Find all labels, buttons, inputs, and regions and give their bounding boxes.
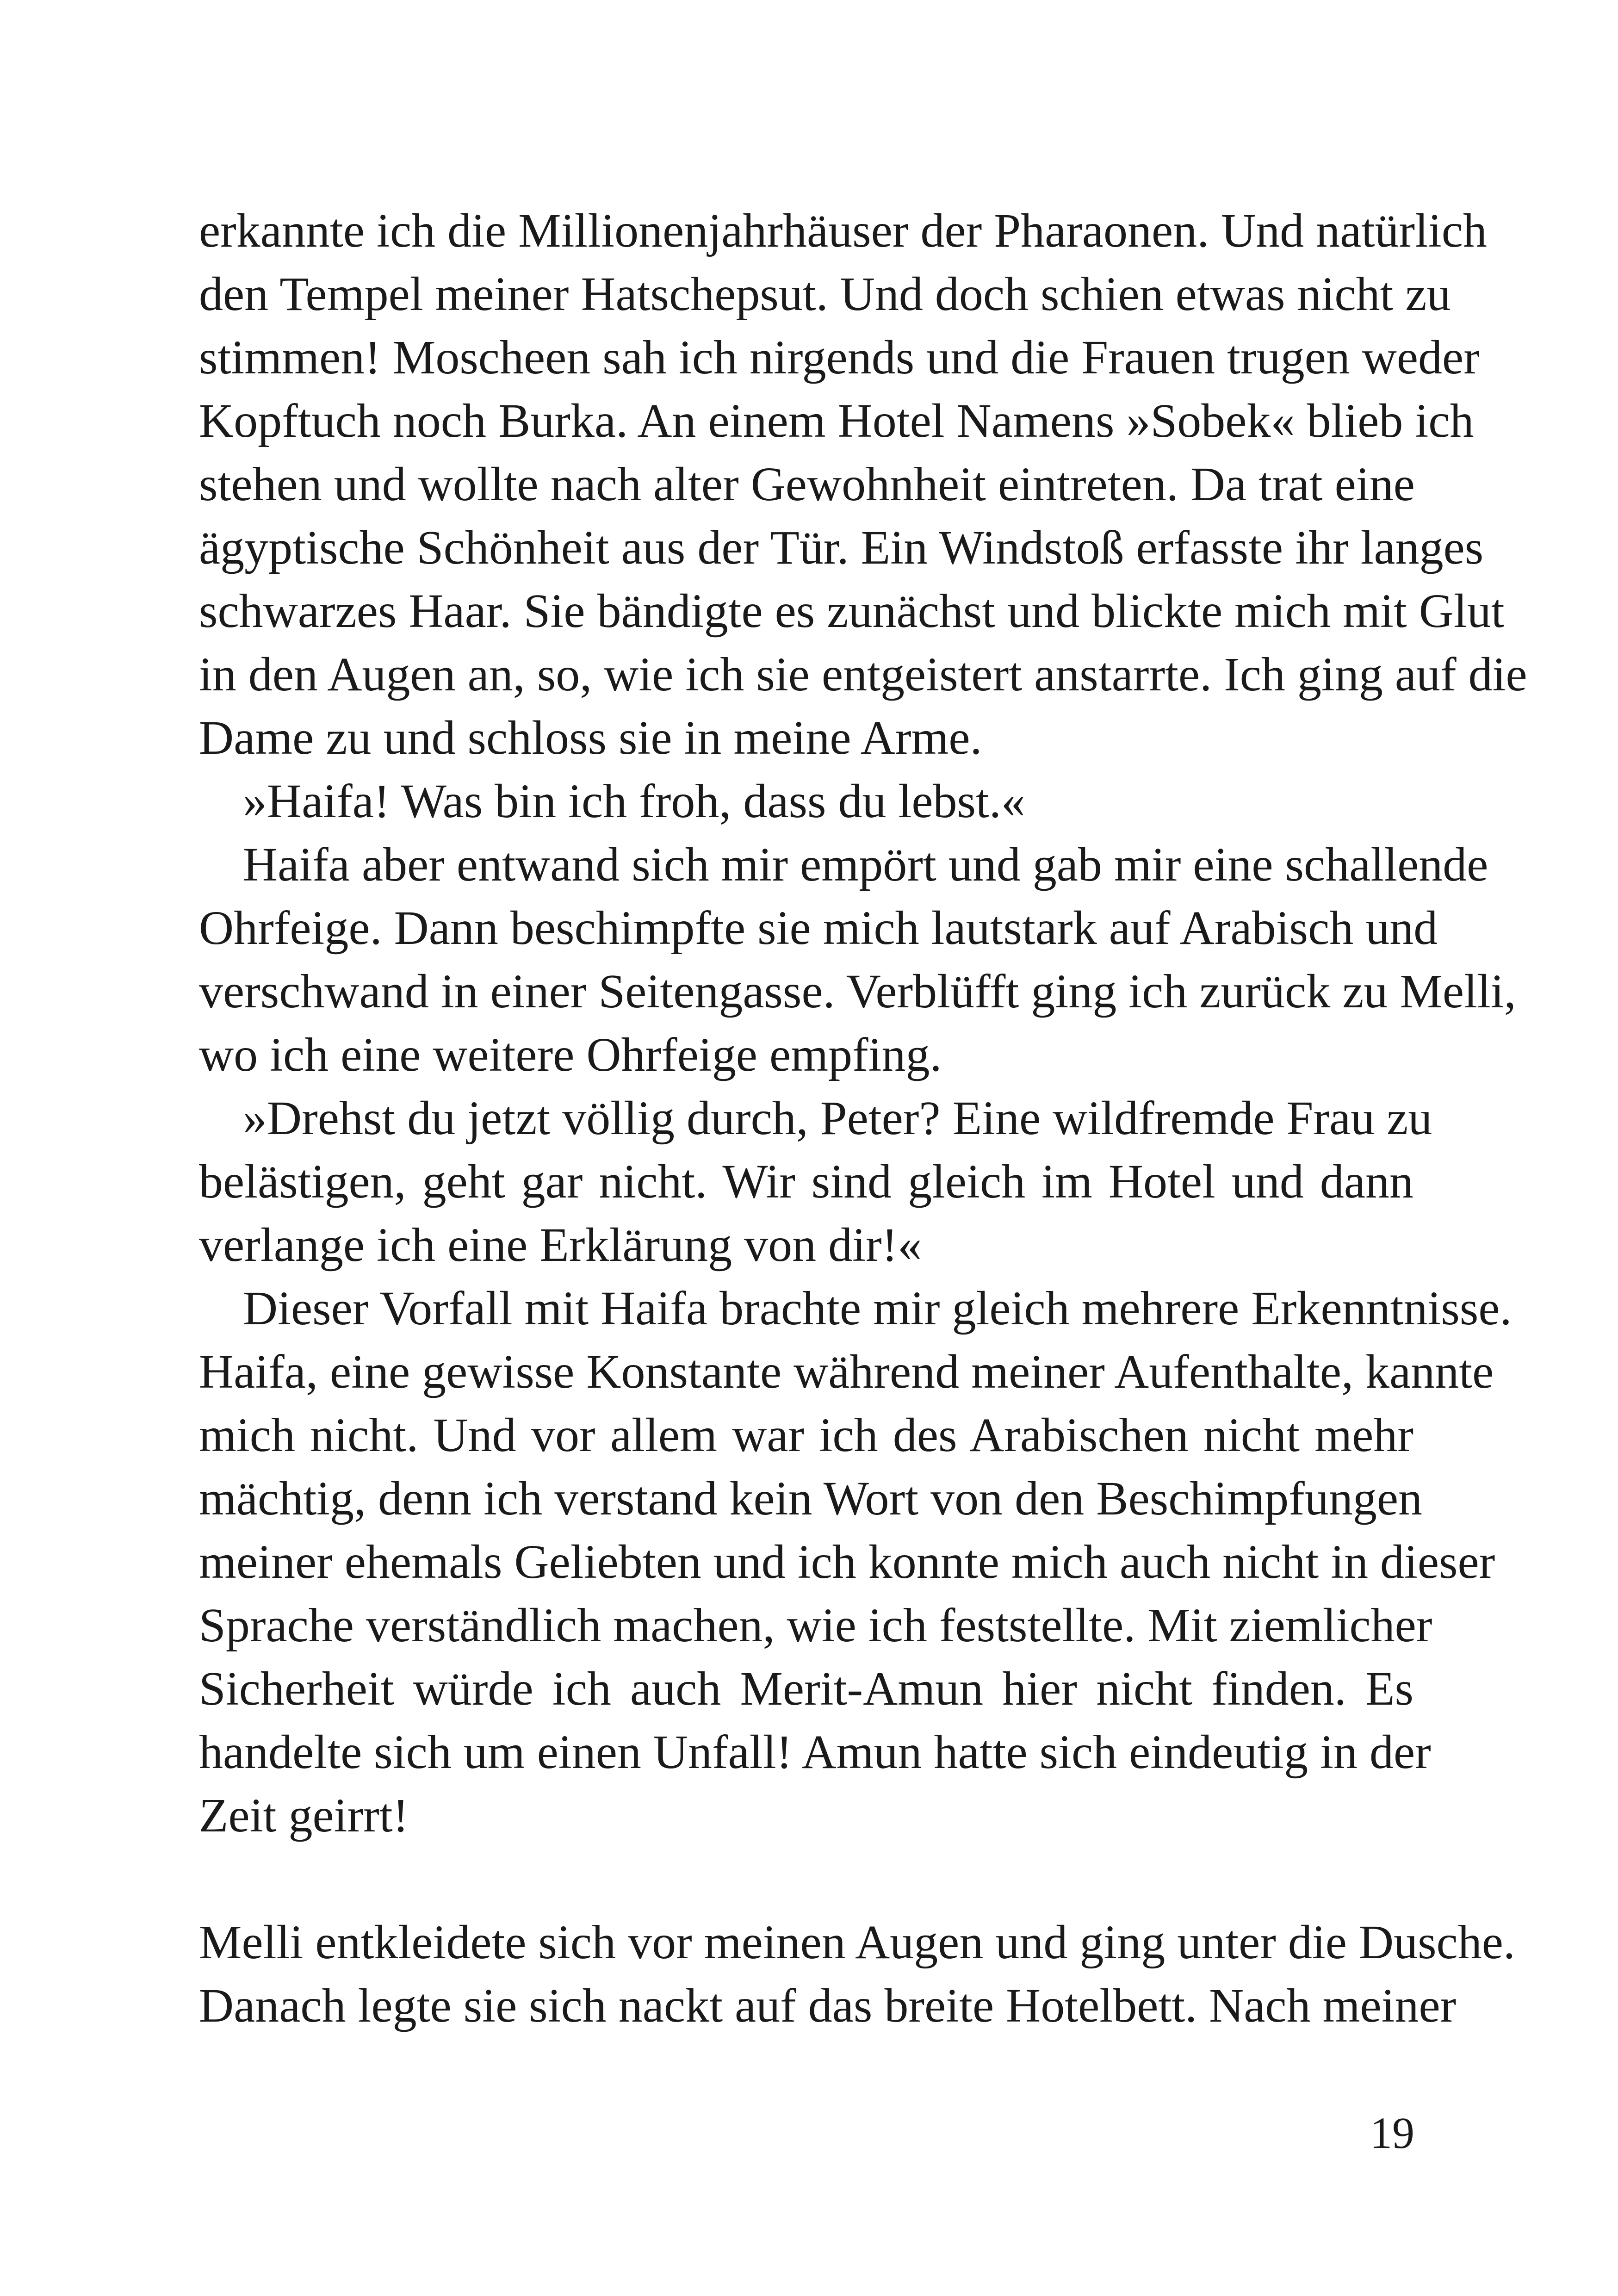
text-line: meiner ehemals Geliebten und ich konnte mich auch nicht in dieser (199, 1535, 1495, 1589)
text-line: Ohrfeige. Dann beschimpfte sie mich lautstark auf Arabisch und (199, 901, 1438, 955)
text-line: Kopftuch noch Burka. An einem Hotel Namens »Sobek« blieb ich (199, 394, 1474, 447)
paragraph (199, 1911, 1515, 2037)
paragraph (199, 833, 1516, 1086)
text-line: stimmen! Moscheen sah ich nirgends und die Frauen trugen weder (199, 331, 1480, 384)
text-line: »Haifa! Was bin ich froh, dass du lebst.« (243, 775, 1025, 828)
body-text (199, 199, 1527, 2037)
text-line: erkannte ich die Millionenjahrhäuser der Pharaonen. Und natürlich (199, 204, 1487, 257)
text-line: Haifa, eine gewisse Konstante während meiner Aufenthalte, kannte (199, 1345, 1494, 1398)
text-line: belästigen, geht gar nicht. Wir sind gleich im Hotel und dann (199, 1155, 1413, 1208)
text-line: Sicherheit würde ich auch Merit-Amun hier nicht finden. Es (199, 1662, 1413, 1715)
text-line: Danach legte sie sich nackt auf das breite Hotelbett. Nach meiner (199, 1979, 1457, 2032)
text-line: stehen und wollte nach alter Gewohnheit eintreten. Da trat eine (199, 458, 1415, 511)
paragraph (199, 199, 1527, 769)
text-line: ägyptische Schönheit aus der Tür. Ein Windstoß erfasste ihr langes (199, 521, 1484, 574)
text-line: Dame zu und schloss sie in meine Arme. (199, 711, 982, 764)
text-line: »Drehst du jetzt völlig durch, Peter? Eine wildfremde Frau zu (243, 1092, 1432, 1145)
text-line: Dieser Vorfall mit Haifa brachte mir gleich mehrere Erkenntnisse. (243, 1282, 1512, 1335)
text-line: handelte sich um einen Unfall! Amun hatte sich eindeutig in der (199, 1725, 1431, 1779)
paragraph (199, 1277, 1512, 1847)
text-line: mich nicht. Und vor allem war ich des Arabischen nicht mehr (199, 1409, 1413, 1462)
text-line: verschwand in einer Seitengasse. Verblüfft ging ich zurück zu Melli, (199, 965, 1516, 1018)
text-line: wo ich eine weitere Ohrfeige empfing. (199, 1028, 942, 1081)
paragraph (199, 1086, 1432, 1277)
paragraph (199, 769, 1413, 833)
text-line: schwarzes Haar. Sie bändigte es zunächst und blickte mich mit Glut (199, 584, 1505, 638)
text-line: in den Augen an, so, wie ich sie entgeistert anstarrte. Ich ging auf die (199, 648, 1527, 701)
text-line: Sprache verständlich machen, wie ich feststellte. Mit ziemlicher (199, 1599, 1432, 1652)
text-line: Melli entkleidete sich vor meinen Augen und ging unter die Dusche. (199, 1916, 1515, 1969)
text-line: verlange ich eine Erklärung von dir!« (199, 1218, 922, 1272)
text-line: den Tempel meiner Hatschepsut. Und doch schien etwas nicht zu (199, 267, 1451, 321)
section-break (199, 1847, 1413, 1911)
text-line: Zeit geirrt! (199, 1789, 409, 1842)
page-number: 19 (1370, 2108, 1414, 2158)
text-line: mächtig, denn ich verstand kein Wort von den Beschimpfungen (199, 1472, 1422, 1525)
text-line: Haifa aber entwand sich mir empört und gab mir eine schallende (243, 838, 1488, 891)
